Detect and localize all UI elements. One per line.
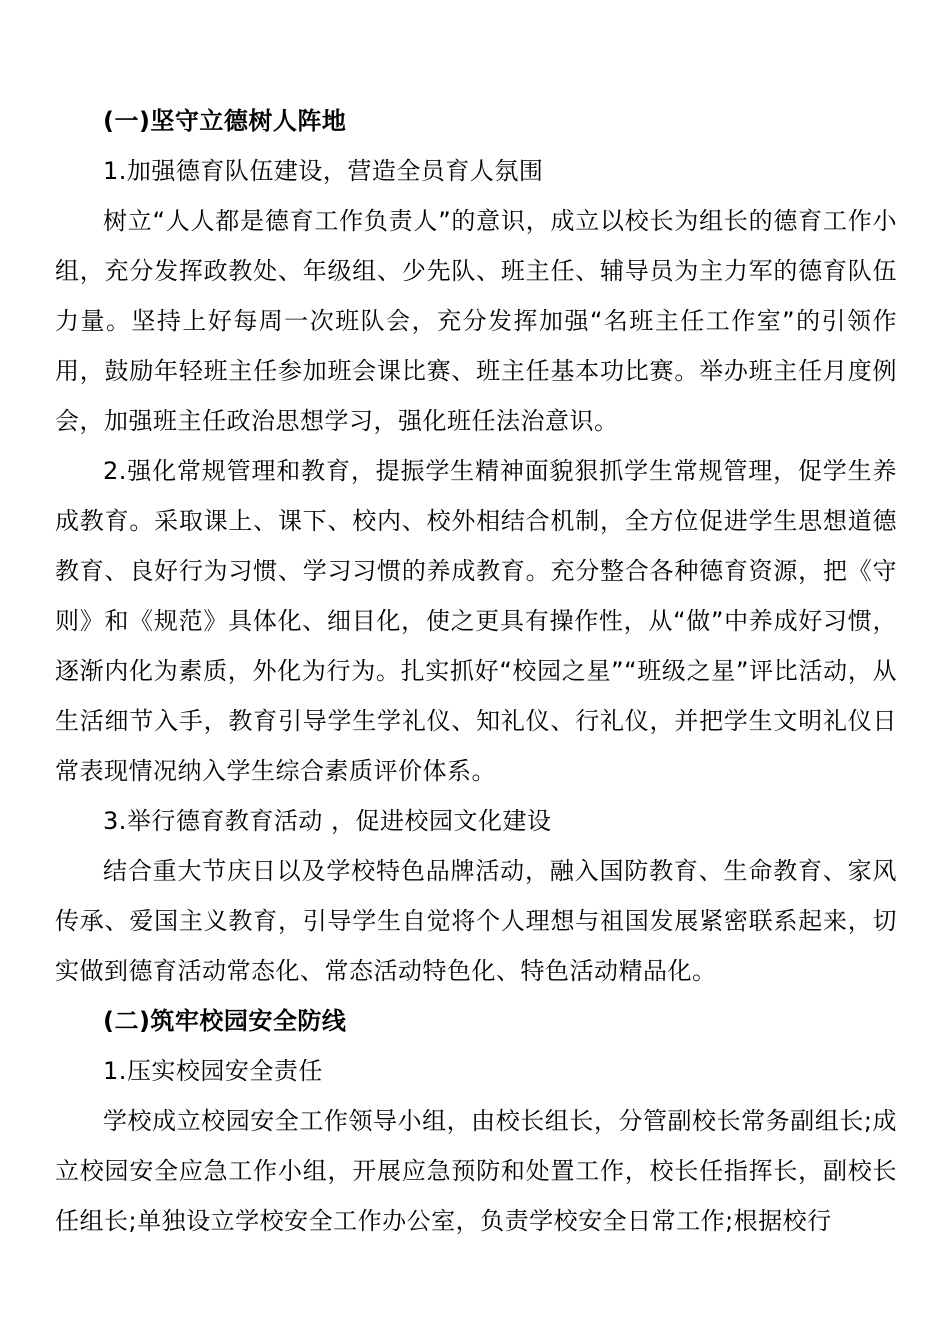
paragraph-1-1: 树立“人人都是德育工作负责人”的意识，成立以校长为组长的德育工作小组，充分发挥政教处、年级组、少先队、班主任、辅导员为主力军的德育队伍力量。坚持上好每周一次班队会，充分发挥加强“名班主任工作室”的引领作用，鼓励年轻班主任参加班会课比赛、班主任基本功比赛。举办班主任月度例会，加强班主任政治思想学习，强化班任法治意识。 [55,207,897,435]
section-heading-1: (一)坚守立德树人阵地 [103,107,347,135]
paragraph-2-1: 学校成立校园安全工作领导小组，由校长组长，分管副校长常务副组长;成立校园安全应急工作小组，开展应急预防和处置工作，校长任指挥长，副校长任组长;单独设立学校安全工作办公室，负责学校安全日常工作;根据校行 [55,1107,897,1235]
paragraph-1-3: 结合重大节庆日以及学校特色品牌活动，融入国防教育、生命教育、家风传承、爱国主义教育，引导学生自觉将个人理想与祖国发展紧密联系起来，切实做到德育活动常态化、常态活动特色化、特色活动精品化。 [55,857,897,985]
subsection-title-2-1: 1.压实校园安全责任 [103,1057,323,1085]
section-heading-2: (二)筑牢校园安全防线 [103,1007,347,1035]
subsection-title-1-3: 3.举行德育教育活动 ，促进校园文化建设 [103,807,552,835]
paragraph-1-2: 2.强化常规管理和教育，提振学生精神面貌狠抓学生常规管理，促学生养成教育。采取课上、课下、校内、校外相结合机制，全方位促进学生思想道德教育、良好行为习惯、学习习惯的养成教育。充分整合各种德育资源，把《守则》和《规范》具体化、细目化，使之更具有操作性，从“做”中养成好习惯，逐渐内化为素质，外化为行为。扎实抓好“校园之星”“班级之星”评比活动，从生活细节入手，教育引导学生学礼仪、知礼仪、行礼仪，并把学生文明礼仪日常表现情况纳入学生综合素质评价体系。 [55,457,897,785]
subsection-title-1-1: 1.加强德育队伍建设，营造全员育人氛围 [103,157,544,185]
